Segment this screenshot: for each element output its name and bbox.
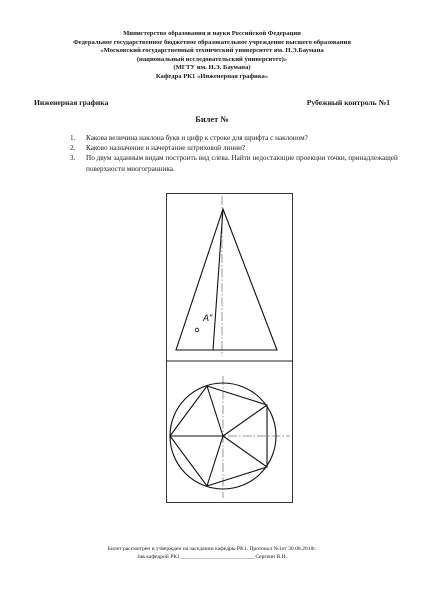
- subject-name: Инженерная графика: [34, 98, 109, 107]
- header-line-abbreviation: (МГТУ им. Н.Э. Баумана): [173, 64, 251, 72]
- question-text: По двум заданным видам построить вид слева. Найти недостающие проекции точки, принадлежащей поверхности многогранника.: [86, 154, 398, 173]
- point-a-label: A": [203, 313, 213, 323]
- header-line-university: «Московский государственный технический университет им. Н.Э.Баумана: [100, 47, 324, 55]
- header-line-department: Кафедра РК1 «Инженерная графика»: [155, 72, 269, 80]
- question-list: [70, 133, 400, 174]
- institution-header: [0, 30, 424, 82]
- header-line-status: (национальный исследовательский университет)»: [136, 55, 288, 63]
- control-name: Рубежный контроль №1: [306, 98, 390, 107]
- question-text: Какова величина наклона букв и цифр к строке для шрифта с наклоном?: [86, 134, 308, 142]
- approval-note: Билет рассмотрен и утвержден на заседании кафедры РК1. Протокол №1от 30.08.2018г.: [107, 546, 317, 552]
- pyramid-drawing: [166, 193, 294, 505]
- point-a-front: [195, 328, 199, 332]
- top-view: [170, 376, 290, 498]
- pyramid-front-outline: [176, 209, 277, 350]
- question-item: [70, 143, 400, 153]
- head-of-department-signature-line: Зав.кафедрой РК1___________________________Сергеин В.И.: [136, 554, 288, 560]
- question-number: 2.: [70, 144, 76, 153]
- question-text: Каково назначение и начертание штриховой линии?: [86, 144, 246, 153]
- question-number: 3.: [70, 154, 76, 163]
- header-line-ministry: Министерство образования и науки Российской Федерации: [123, 30, 301, 37]
- question-item: [70, 153, 400, 173]
- question-item: [70, 133, 400, 143]
- front-view: [176, 196, 277, 356]
- approval-footer: [0, 545, 424, 561]
- pyramid-front-edge: [213, 209, 223, 350]
- lateral-edges: [170, 386, 267, 486]
- header-line-institution-type: Федеральное государственное бюджетное образовательное учреждение высшего образования: [73, 38, 351, 46]
- ticket-title: Билет №: [195, 115, 229, 124]
- question-number: 1.: [70, 134, 76, 142]
